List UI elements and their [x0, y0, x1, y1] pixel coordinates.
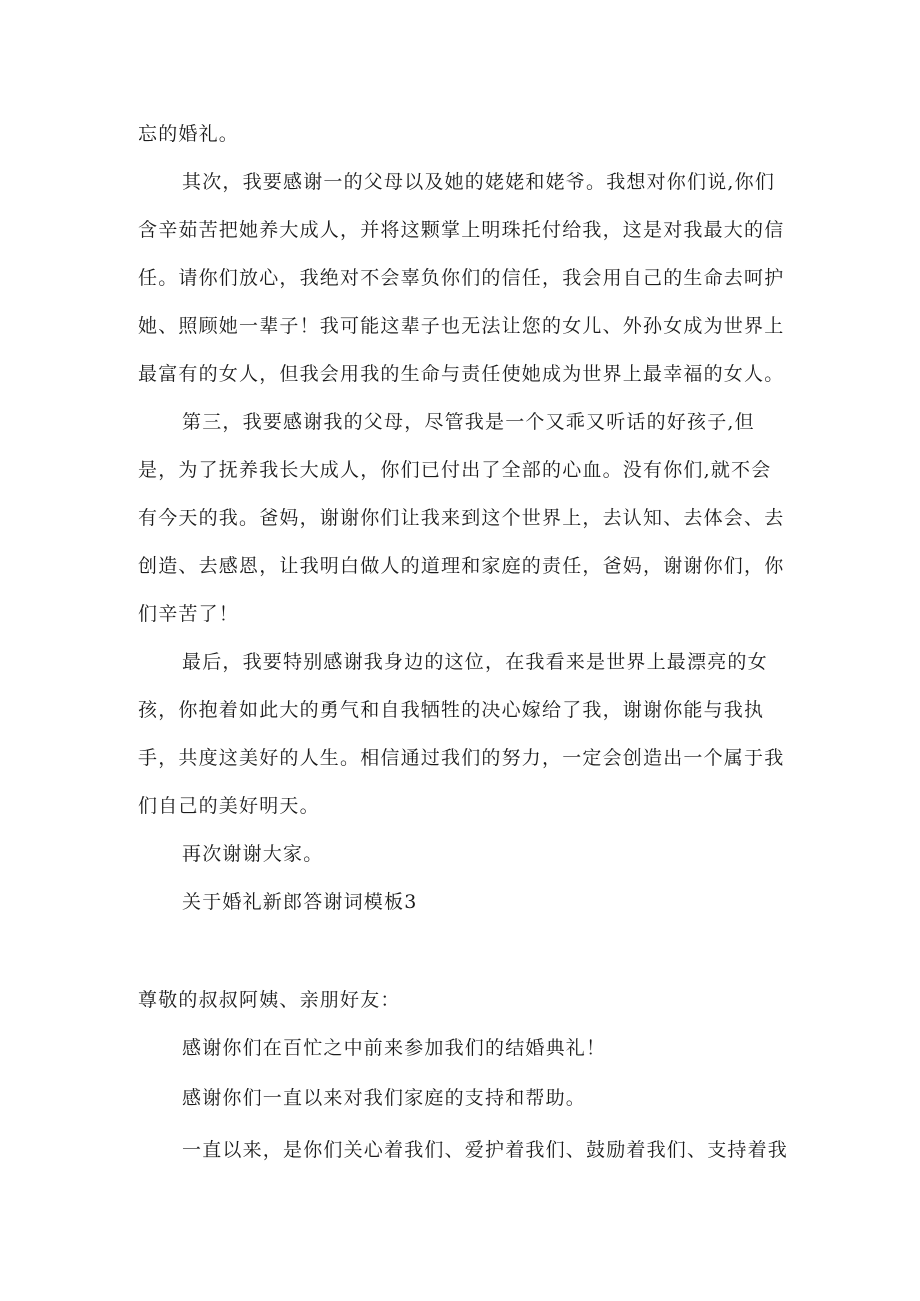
text-line: 第三，我要感谢我的父母，尽管我是一个又乖又听话的好孩子,但 [182, 411, 755, 433]
text-line: 最富有的女人，但我会用我的生命与责任使她成为世界上最幸福的女人。 [138, 363, 785, 385]
text-line: 孩，你抱着如此大的勇气和自我牺牲的决心嫁给了我，谢谢你能与我执 [138, 699, 765, 721]
text-line: 感谢你们在百忙之中前来参加我们的结婚典礼！ [182, 1037, 607, 1059]
text-line: 其次，我要感谢一的父母以及她的姥姥和姥爷。我想对你们说,你们 [182, 171, 776, 193]
text-line: 任。请你们放心，我绝对不会辜负你们的信任，我会用自己的生命去呵护 [138, 267, 785, 289]
text-line: 们自己的美好明天。 [138, 795, 320, 817]
text-line: 一直以来，是你们关心着我们、爱护着我们、鼓励着我们、支持着我 [182, 1139, 789, 1161]
text-line: 最后，我要特别感谢我身边的这位，在我看来是世界上最漂亮的女 [182, 651, 768, 673]
text-line: 创造、去感恩，让我明白做人的道理和家庭的责任，爸妈，谢谢你们，你 [138, 555, 785, 577]
text-line: 感谢你们一直以来对我们家庭的支持和帮助。 [182, 1087, 587, 1109]
text-line: 们辛苦了！ [138, 603, 240, 625]
text-line: 再次谢谢大家。 [182, 843, 324, 865]
text-line: 忘的婚礼。 [138, 123, 240, 145]
section-heading: 关于婚礼新郎答谢词模板3 [182, 891, 418, 913]
text-line: 含辛茹苦把她养大成人，并将这颗掌上明珠托付给我，这是对我最大的信 [138, 219, 785, 241]
text-line: 手，共度这美好的人生。相信通过我们的努力，一定会创造出一个属于我 [138, 747, 785, 769]
text-line: 有今天的我。爸妈，谢谢你们让我来到这个世界上，去认知、去体会、去 [138, 507, 785, 529]
salutation: 尊敬的叔叔阿姨、亲朋好友： [138, 989, 401, 1011]
text-line: 她、照顾她一辈子！我可能这辈子也无法让您的女儿、外孙女成为世界上 [138, 315, 785, 337]
text-line: 是，为了抚养我长大成人，你们已付出了全部的心血。没有你们,就不会 [138, 459, 772, 481]
